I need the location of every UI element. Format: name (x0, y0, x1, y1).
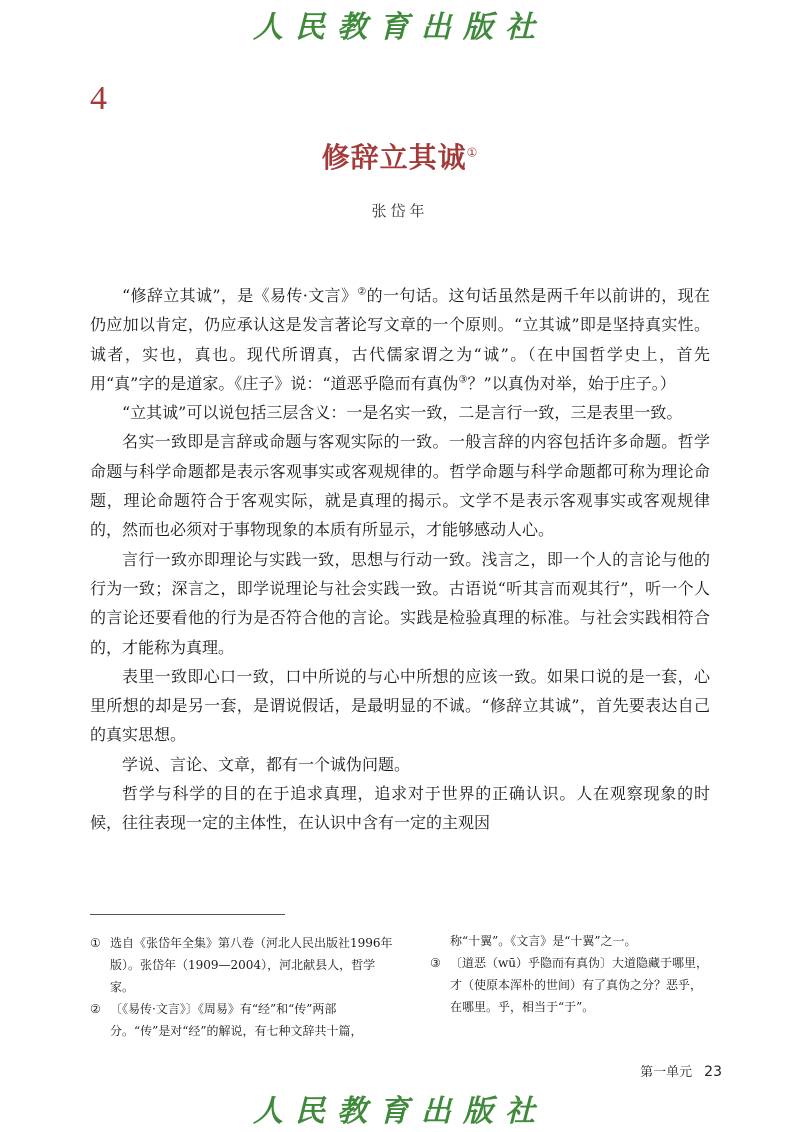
paragraph-6: 学说、言论、文章，都有一个诚伪问题。 (122, 754, 411, 774)
article-body (90, 281, 710, 838)
footnote-2-continued: 称“十翼”。《文言》是“十翼”之一。 (450, 934, 637, 948)
footnote-2-mark: ② (90, 1002, 101, 1016)
publisher-logo-bottom: 人民教育出版社 (253, 1094, 547, 1129)
page-number: 23 (704, 1064, 722, 1080)
unit-label: 第一单元 (640, 1065, 693, 1080)
paragraph-7: 哲学与科学的目的在于追求真理，追求对于世界的正确认识。人在观察现象的时候，往往表现一定的主体性，在认识中含有一定的主观因 (90, 784, 710, 833)
paragraph-1-part-b: 的一句话。这句话虽然是两千年以前讲的，现在仍应加以肯定，仍应承认这是发言著论写文章的一个原则。“立其诚”即是坚持真实性。诚者，实也，真也。现代所谓真，古代儒家谓之为“诚”。（在中国哲学史上，首先用“真”字的是道家。《庄子》说：“道恶乎隐而有真伪 (90, 286, 710, 393)
footnote-1-mark: ① (90, 936, 101, 950)
paragraph-4: 言行一致亦即理论与实践一致，思想与行动一致。浅言之，即一个人的言论与他的行为一致；深言之，即学说理论与社会实践一致。古语说“听其言而观其行”，听一个人的言论还要看他的行为是否符合他的言论。实践是检验真理的标准。与社会实践相符合的，才能称为真理。 (90, 549, 710, 657)
chapter-number: 4 (90, 80, 107, 117)
footnote-3 (430, 952, 710, 1018)
footnote-divider (90, 914, 285, 915)
footnote-2 (90, 998, 395, 1042)
footnote-ref-2[interactable]: ② (357, 286, 367, 298)
paragraph-5: 表里一致即心口一致，口中所说的与心中所想的应该一致。如果口说的是一套，心里所想的却是另一套，是谓说假话，是最明显的不诚。“修辞立其诚”，首先要表达自己的真实思想。 (90, 666, 710, 745)
publisher-logo-top: 人民教育出版社 (253, 10, 547, 45)
footnote-1 (90, 932, 395, 998)
article-author: 张岱年 (371, 202, 429, 220)
paragraph-1 (90, 281, 710, 398)
paragraph-1-part-a: “修辞立其诚”，是《易传·文言》 (122, 286, 358, 305)
paragraph-1-part-c: ？”以真伪对举，始于庄子。） (467, 373, 676, 393)
footnotes-right-column (430, 930, 710, 1018)
article-title-text: 修辞立其诚 (321, 141, 467, 174)
footnote-1-text: 选自《张岱年全集》第八卷（河北人民出版社1996年版）。张岱年（1909—2004），河北献县人，哲学家。 (110, 936, 393, 994)
footnote-3-mark: ③ (430, 956, 441, 970)
paragraph-3: 名实一致即是言辞或命题与客观实际的一致。一般言辞的内容包括许多命题。哲学命题与科学命题都是表示客观事实或客观规律的。哲学命题与科学命题都可称为理论命题，理论命题符合于客观实际，就是真理的揭示。文学不是表示客观事实或客观规律的，然而也必须对于事物现象的本质有所显示，才能够感动人心。 (90, 432, 710, 540)
paragraph-2: “立其诚”可以说包括三层含义：一是名实一致，二是言行一致，三是表里一致。 (122, 403, 683, 423)
article-title (0, 136, 800, 176)
title-footnote-mark[interactable]: ① (466, 145, 479, 160)
footnote-ref-3[interactable]: ③ (458, 374, 468, 386)
footnote-3-text: 〔道恶（wū）乎隐而有真伪〕大道隐藏于哪里，才（使原本浑朴的世间）有了真伪之分？恶乎，在哪里。乎，相当于“于”。 (450, 956, 709, 1014)
page-footer (640, 1061, 722, 1080)
footnotes-left-column (90, 932, 395, 1042)
footnote-2-text: 〔《易传·文言》〕《周易》有“经”和“传”两部分。“传”是对“经”的解说，有七种文辞共十篇， (110, 1002, 363, 1038)
